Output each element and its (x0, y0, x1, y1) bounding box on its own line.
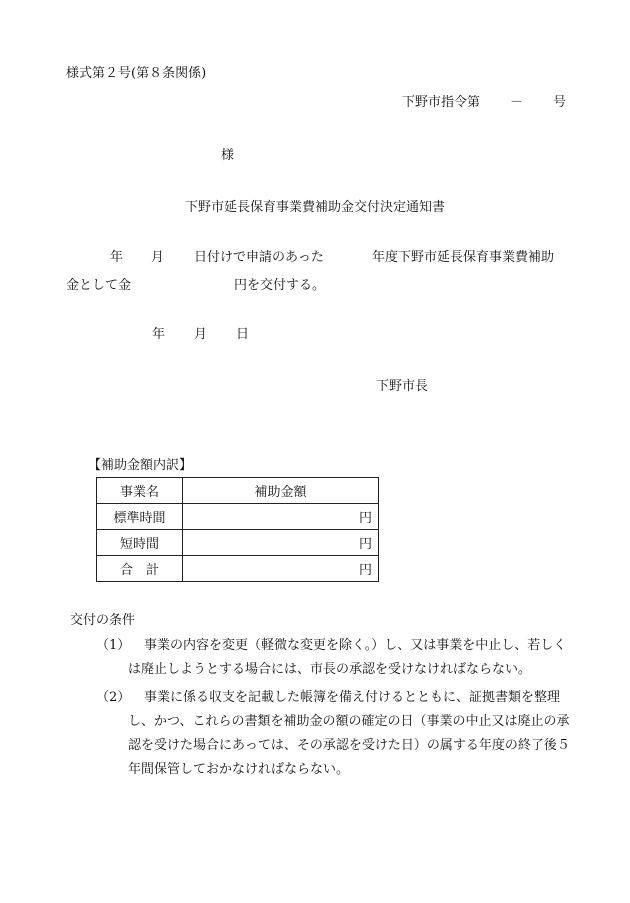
body-month: 月 (151, 250, 165, 265)
table-row (97, 504, 379, 530)
body-year: 年 (110, 250, 124, 265)
addressee-honorific: 様 (221, 148, 235, 163)
row-name: 標準時間 (97, 504, 183, 530)
table-row (97, 530, 379, 556)
body-fiscal-year-program: 年度下野市延長保育事業費補助 (372, 250, 555, 265)
body-amount-prefix: 金として金 (66, 278, 132, 293)
notice-number-dash: － (509, 95, 523, 110)
condition-item (96, 686, 572, 782)
body-day-submitted: 日付けで申請のあった (194, 250, 324, 265)
condition-number: （2） (96, 690, 131, 705)
breakdown-table (96, 477, 379, 582)
date-day: 日 (236, 327, 250, 342)
column-header-amount: 補助金額 (183, 478, 379, 504)
notice-number (402, 96, 566, 109)
condition-text: 事業の内容を変更（軽微な変更を除く。）し、又は事業を中止し、若しくは廃止しようとする場合には、市長の承認を受けなければならない。 (128, 638, 567, 677)
date-month: 月 (194, 327, 208, 342)
document-title: 下野市延長保育事業費補助金交付決定通知書 (184, 200, 445, 215)
conditions-heading: 交付の条件 (70, 613, 136, 628)
breakdown-heading: 【補助金額内訳】 (88, 458, 193, 473)
row-amount-cell: 円 (183, 556, 379, 582)
issuer: 下野市長 (376, 379, 429, 394)
row-amount-cell: 円 (183, 530, 379, 556)
condition-number: （1） (96, 638, 131, 653)
table-row (97, 556, 379, 582)
condition-item (96, 634, 572, 682)
body-amount-suffix: 円を交付する。 (234, 278, 326, 293)
date-year: 年 (152, 327, 166, 342)
column-header-program: 事業名 (97, 478, 183, 504)
row-name: 短時間 (97, 530, 183, 556)
condition-text: 事業に係る収支を記載した帳簿を備え付けるとともに、証拠書類を整理し、かつ、これらの書類を補助金の額の確定の日（事業の中止又は廃止の承認を受けた場合にあっては、その承認を受けた日）の属する年度の終了後５年間保管しておかなければならない。 (128, 690, 570, 777)
form-label: 様式第２号(第８条関係) (66, 66, 207, 81)
row-amount-cell: 円 (183, 504, 379, 530)
breakdown-header-row (97, 478, 379, 504)
row-name-total: 合 計 (97, 556, 183, 582)
notice-number-prefix: 下野市指令第 (401, 95, 480, 110)
notice-number-suffix: 号 (552, 95, 566, 110)
